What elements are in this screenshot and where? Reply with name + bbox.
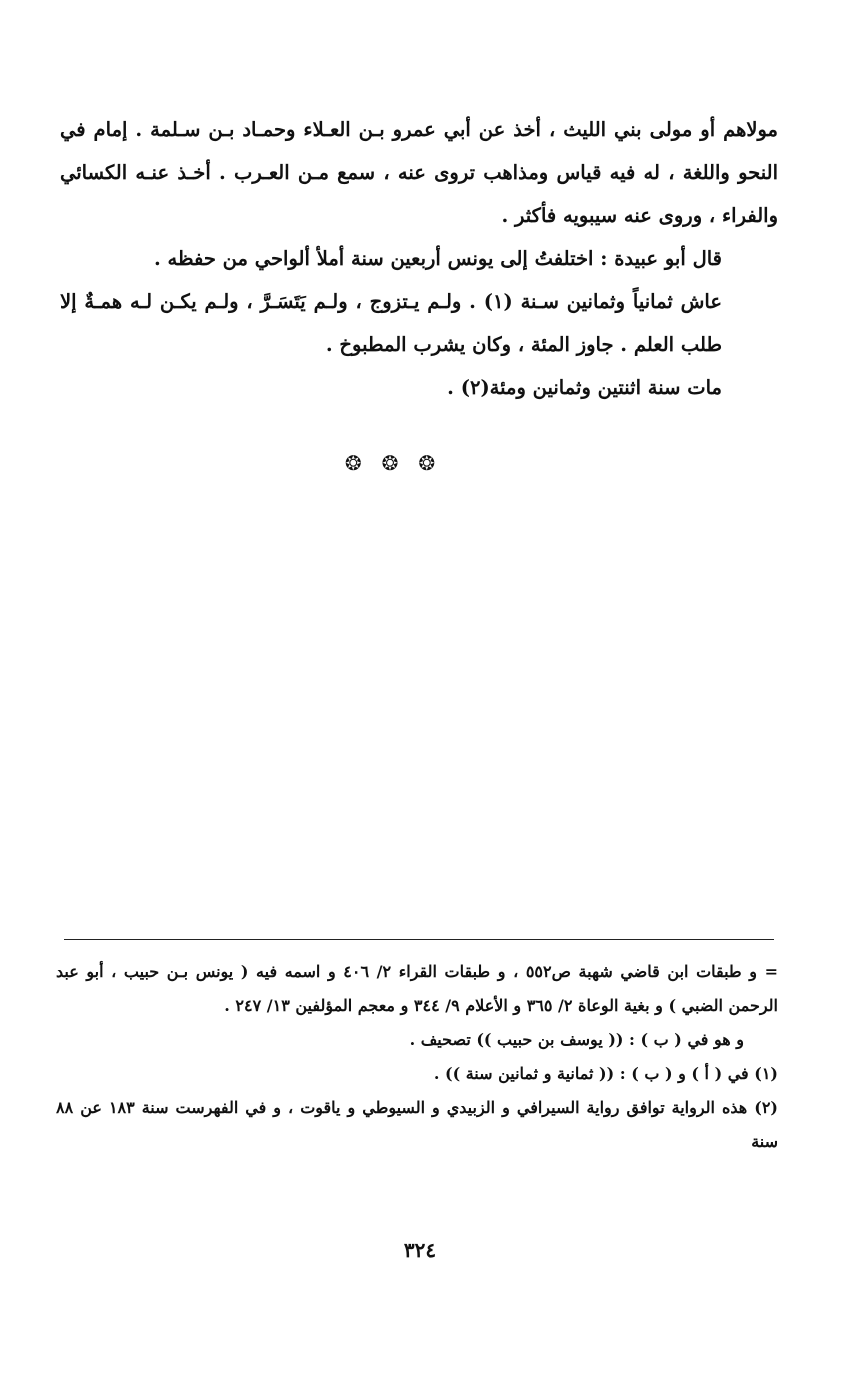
footnote-2: (٢) هذه الرواية توافق رواية السيرافي و الزبيدي و السيوطي و ياقوت ، و في الفهرست سنة ١٨٣ عن ٨٨ سنة bbox=[56, 1098, 778, 1151]
section-divider bbox=[320, 446, 460, 480]
paragraph-2: قال أبو عبيدة : اختلفتُ إلى يونس أربعين سنة أملأ ألواحي من حفظه . bbox=[153, 247, 722, 270]
paragraph-4: مات سنة اثنتين وثمانين ومئة(٢) . bbox=[447, 376, 722, 399]
ornament-icon: ❂ bbox=[418, 451, 436, 475]
paragraph-1: مولاهم أو مولى بني الليث ، أخذ عن أبي عمرو بـن العـلاء وحمـاد بـن سـلمة . إمام في النحو واللغة ، له فيه قياس ومذاهب تروى عنه ، سمع مـن العـرب . أخـذ عنـه الكسائي والفراء ، وروى عنه سيبويه فأكثر . bbox=[60, 118, 778, 227]
ornament-icon: ❂ bbox=[381, 451, 399, 475]
main-text bbox=[60, 108, 778, 409]
page-number: ٣٢٤ bbox=[403, 1238, 437, 1262]
footnote-1: (١) في ( أ ) و ( ب ) : (( ثمانية و ثمانين سنة )) . bbox=[433, 1064, 778, 1083]
footnotes bbox=[56, 955, 778, 1159]
ornament-icon: ❂ bbox=[344, 451, 362, 475]
footnote-variant: و هو في ( ب ) : (( يوسف بن حبيب )) تصحيف . bbox=[409, 1030, 744, 1049]
footnote-rule bbox=[64, 939, 774, 940]
footnote-continuation: = و طبقات ابن قاضي شهبة ص٥٥٢ ، و طبقات القراء ٢/ ٤٠٦ و اسمه فيه ( يونس بـن حبيب ، أبو عبد الرحمن الضبي ) و بغية الوعاة ٢/ ٣٦٥ و الأعلام ٩/ ٣٤٤ و معجم المؤلفين ١٣/ ٢٤٧ . bbox=[56, 962, 778, 1015]
paragraph-3: عاش ثمانياً وثمانين سـنة (١) . ولـم يـتزوج ، ولـم يَتَسَـرَّ ، ولـم يكـن لـه همـةٌ إلا طلب العلم . جاوز المئة ، وكان يشرب المطبوخ . bbox=[60, 290, 722, 356]
